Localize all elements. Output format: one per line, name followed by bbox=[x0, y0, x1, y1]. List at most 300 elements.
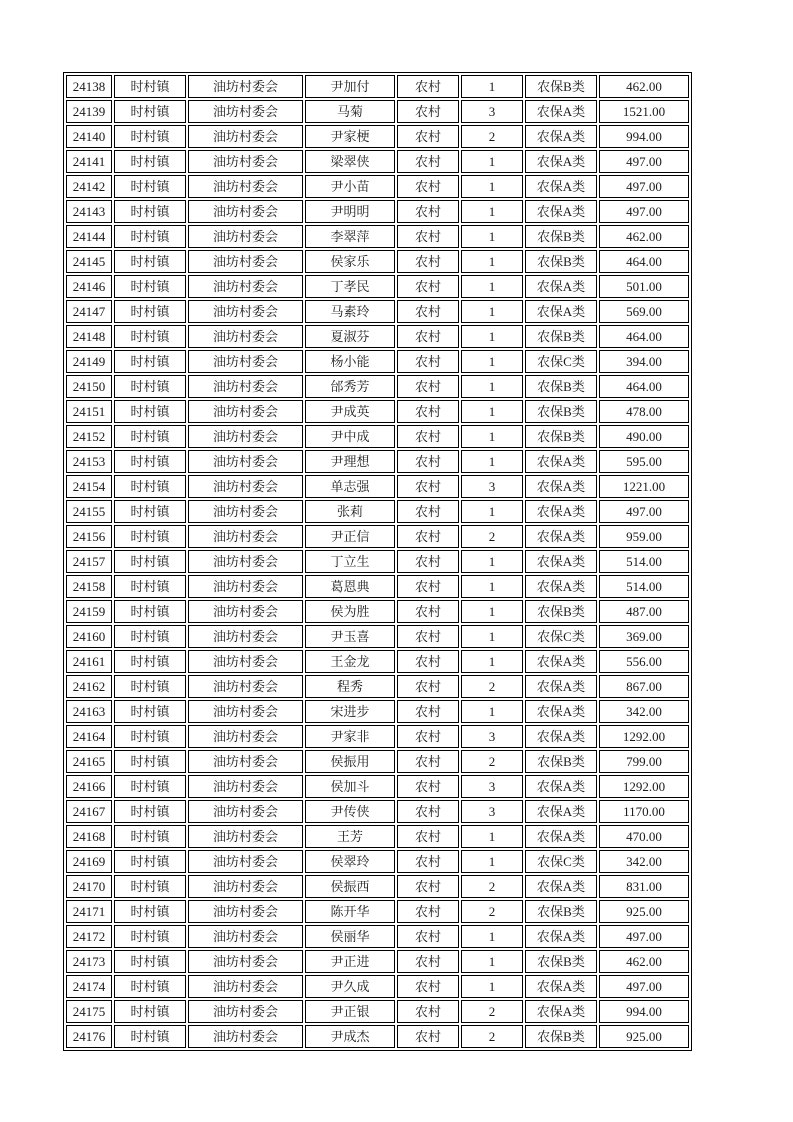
table-row bbox=[66, 400, 689, 423]
cell-insurance-class: 农保B类 bbox=[525, 1025, 597, 1048]
cell-person-count: 1 bbox=[461, 400, 523, 423]
cell-residence-type: 农村 bbox=[397, 200, 459, 223]
cell-name: 梁翠侠 bbox=[305, 150, 395, 173]
table-row bbox=[66, 700, 689, 723]
cell-town: 时村镇 bbox=[114, 875, 186, 898]
cell-serial: 24154 bbox=[66, 475, 112, 498]
cell-village: 油坊村委会 bbox=[188, 475, 303, 498]
cell-amount: 487.00 bbox=[599, 600, 689, 623]
cell-person-count: 1 bbox=[461, 225, 523, 248]
cell-town: 时村镇 bbox=[114, 750, 186, 773]
table-row bbox=[66, 725, 689, 748]
cell-amount: 514.00 bbox=[599, 575, 689, 598]
cell-village: 油坊村委会 bbox=[188, 875, 303, 898]
table-row bbox=[66, 600, 689, 623]
cell-residence-type: 农村 bbox=[397, 225, 459, 248]
cell-name: 侯振用 bbox=[305, 750, 395, 773]
cell-town: 时村镇 bbox=[114, 175, 186, 198]
cell-town: 时村镇 bbox=[114, 975, 186, 998]
cell-person-count: 1 bbox=[461, 350, 523, 373]
cell-insurance-class: 农保A类 bbox=[525, 925, 597, 948]
cell-amount: 595.00 bbox=[599, 450, 689, 473]
cell-amount: 1221.00 bbox=[599, 475, 689, 498]
cell-residence-type: 农村 bbox=[397, 350, 459, 373]
cell-insurance-class: 农保B类 bbox=[525, 250, 597, 273]
cell-person-count: 2 bbox=[461, 900, 523, 923]
cell-serial: 24149 bbox=[66, 350, 112, 373]
cell-amount: 556.00 bbox=[599, 650, 689, 673]
cell-amount: 1170.00 bbox=[599, 800, 689, 823]
cell-residence-type: 农村 bbox=[397, 950, 459, 973]
cell-insurance-class: 农保C类 bbox=[525, 625, 597, 648]
cell-serial: 24155 bbox=[66, 500, 112, 523]
cell-person-count: 3 bbox=[461, 475, 523, 498]
cell-person-count: 1 bbox=[461, 200, 523, 223]
cell-serial: 24167 bbox=[66, 800, 112, 823]
cell-amount: 394.00 bbox=[599, 350, 689, 373]
cell-town: 时村镇 bbox=[114, 125, 186, 148]
cell-name: 尹小苗 bbox=[305, 175, 395, 198]
cell-serial: 24139 bbox=[66, 100, 112, 123]
cell-name: 陈开华 bbox=[305, 900, 395, 923]
cell-village: 油坊村委会 bbox=[188, 100, 303, 123]
cell-name: 侯家乐 bbox=[305, 250, 395, 273]
cell-village: 油坊村委会 bbox=[188, 400, 303, 423]
cell-person-count: 1 bbox=[461, 300, 523, 323]
cell-insurance-class: 农保A类 bbox=[525, 475, 597, 498]
cell-town: 时村镇 bbox=[114, 475, 186, 498]
cell-residence-type: 农村 bbox=[397, 75, 459, 98]
cell-amount: 462.00 bbox=[599, 950, 689, 973]
cell-residence-type: 农村 bbox=[397, 300, 459, 323]
cell-name: 张莉 bbox=[305, 500, 395, 523]
cell-insurance-class: 农保A类 bbox=[525, 575, 597, 598]
cell-village: 油坊村委会 bbox=[188, 225, 303, 248]
cell-person-count: 1 bbox=[461, 975, 523, 998]
cell-name: 丁孝民 bbox=[305, 275, 395, 298]
cell-residence-type: 农村 bbox=[397, 425, 459, 448]
cell-amount: 462.00 bbox=[599, 225, 689, 248]
cell-name: 侯加斗 bbox=[305, 775, 395, 798]
cell-town: 时村镇 bbox=[114, 625, 186, 648]
cell-residence-type: 农村 bbox=[397, 850, 459, 873]
cell-serial: 24171 bbox=[66, 900, 112, 923]
cell-village: 油坊村委会 bbox=[188, 625, 303, 648]
cell-amount: 462.00 bbox=[599, 75, 689, 98]
cell-serial: 24172 bbox=[66, 925, 112, 948]
cell-name: 葛恩典 bbox=[305, 575, 395, 598]
cell-amount: 994.00 bbox=[599, 125, 689, 148]
cell-town: 时村镇 bbox=[114, 1025, 186, 1048]
cell-amount: 1292.00 bbox=[599, 725, 689, 748]
cell-village: 油坊村委会 bbox=[188, 500, 303, 523]
cell-residence-type: 农村 bbox=[397, 750, 459, 773]
cell-person-count: 1 bbox=[461, 925, 523, 948]
cell-residence-type: 农村 bbox=[397, 825, 459, 848]
cell-village: 油坊村委会 bbox=[188, 125, 303, 148]
cell-town: 时村镇 bbox=[114, 525, 186, 548]
table-row bbox=[66, 150, 689, 173]
cell-person-count: 1 bbox=[461, 700, 523, 723]
cell-residence-type: 农村 bbox=[397, 775, 459, 798]
cell-amount: 925.00 bbox=[599, 900, 689, 923]
table-row bbox=[66, 325, 689, 348]
cell-residence-type: 农村 bbox=[397, 375, 459, 398]
cell-town: 时村镇 bbox=[114, 950, 186, 973]
cell-name: 马素玲 bbox=[305, 300, 395, 323]
cell-serial: 24162 bbox=[66, 675, 112, 698]
cell-village: 油坊村委会 bbox=[188, 575, 303, 598]
cell-residence-type: 农村 bbox=[397, 175, 459, 198]
cell-serial: 24152 bbox=[66, 425, 112, 448]
cell-serial: 24169 bbox=[66, 850, 112, 873]
cell-village: 油坊村委会 bbox=[188, 275, 303, 298]
cell-amount: 497.00 bbox=[599, 500, 689, 523]
table-row bbox=[66, 950, 689, 973]
cell-residence-type: 农村 bbox=[397, 150, 459, 173]
cell-village: 油坊村委会 bbox=[188, 425, 303, 448]
cell-serial: 24161 bbox=[66, 650, 112, 673]
cell-residence-type: 农村 bbox=[397, 925, 459, 948]
cell-serial: 24160 bbox=[66, 625, 112, 648]
cell-village: 油坊村委会 bbox=[188, 600, 303, 623]
table-row bbox=[66, 875, 689, 898]
cell-person-count: 2 bbox=[461, 125, 523, 148]
cell-person-count: 1 bbox=[461, 625, 523, 648]
cell-amount: 464.00 bbox=[599, 250, 689, 273]
cell-serial: 24175 bbox=[66, 1000, 112, 1023]
cell-amount: 478.00 bbox=[599, 400, 689, 423]
cell-name: 马菊 bbox=[305, 100, 395, 123]
cell-insurance-class: 农保B类 bbox=[525, 400, 597, 423]
cell-town: 时村镇 bbox=[114, 375, 186, 398]
cell-village: 油坊村委会 bbox=[188, 650, 303, 673]
table-row bbox=[66, 300, 689, 323]
cell-insurance-class: 农保A类 bbox=[525, 775, 597, 798]
cell-amount: 831.00 bbox=[599, 875, 689, 898]
cell-name: 王芳 bbox=[305, 825, 395, 848]
table-row bbox=[66, 675, 689, 698]
table-row bbox=[66, 825, 689, 848]
cell-village: 油坊村委会 bbox=[188, 725, 303, 748]
cell-name: 程秀 bbox=[305, 675, 395, 698]
cell-serial: 24150 bbox=[66, 375, 112, 398]
cell-town: 时村镇 bbox=[114, 400, 186, 423]
cell-insurance-class: 农保A类 bbox=[525, 525, 597, 548]
table-row bbox=[66, 775, 689, 798]
cell-name: 尹传侠 bbox=[305, 800, 395, 823]
cell-town: 时村镇 bbox=[114, 850, 186, 873]
cell-village: 油坊村委会 bbox=[188, 1000, 303, 1023]
cell-person-count: 1 bbox=[461, 450, 523, 473]
cell-town: 时村镇 bbox=[114, 900, 186, 923]
cell-town: 时村镇 bbox=[114, 300, 186, 323]
cell-serial: 24143 bbox=[66, 200, 112, 223]
cell-serial: 24163 bbox=[66, 700, 112, 723]
cell-village: 油坊村委会 bbox=[188, 250, 303, 273]
table-row bbox=[66, 575, 689, 598]
cell-insurance-class: 农保A类 bbox=[525, 825, 597, 848]
cell-amount: 799.00 bbox=[599, 750, 689, 773]
cell-name: 王金龙 bbox=[305, 650, 395, 673]
cell-person-count: 1 bbox=[461, 500, 523, 523]
cell-amount: 497.00 bbox=[599, 925, 689, 948]
cell-name: 尹理想 bbox=[305, 450, 395, 473]
cell-person-count: 2 bbox=[461, 1000, 523, 1023]
cell-residence-type: 农村 bbox=[397, 450, 459, 473]
cell-serial: 24148 bbox=[66, 325, 112, 348]
table-row bbox=[66, 1000, 689, 1023]
cell-town: 时村镇 bbox=[114, 725, 186, 748]
cell-person-count: 2 bbox=[461, 675, 523, 698]
table-row bbox=[66, 925, 689, 948]
table-row bbox=[66, 475, 689, 498]
table-row bbox=[66, 425, 689, 448]
cell-name: 尹久成 bbox=[305, 975, 395, 998]
cell-person-count: 1 bbox=[461, 575, 523, 598]
cell-name: 尹中成 bbox=[305, 425, 395, 448]
cell-person-count: 1 bbox=[461, 850, 523, 873]
cell-name: 尹正信 bbox=[305, 525, 395, 548]
cell-name: 侯为胜 bbox=[305, 600, 395, 623]
table-row bbox=[66, 750, 689, 773]
cell-village: 油坊村委会 bbox=[188, 375, 303, 398]
cell-residence-type: 农村 bbox=[397, 475, 459, 498]
cell-insurance-class: 农保A类 bbox=[525, 875, 597, 898]
cell-insurance-class: 农保B类 bbox=[525, 75, 597, 98]
cell-amount: 514.00 bbox=[599, 550, 689, 573]
cell-insurance-class: 农保C类 bbox=[525, 350, 597, 373]
cell-amount: 490.00 bbox=[599, 425, 689, 448]
cell-village: 油坊村委会 bbox=[188, 700, 303, 723]
cell-village: 油坊村委会 bbox=[188, 925, 303, 948]
cell-village: 油坊村委会 bbox=[188, 750, 303, 773]
cell-residence-type: 农村 bbox=[397, 1000, 459, 1023]
cell-village: 油坊村委会 bbox=[188, 775, 303, 798]
cell-name: 尹明明 bbox=[305, 200, 395, 223]
cell-person-count: 2 bbox=[461, 525, 523, 548]
cell-village: 油坊村委会 bbox=[188, 325, 303, 348]
cell-name: 侯丽华 bbox=[305, 925, 395, 948]
cell-amount: 501.00 bbox=[599, 275, 689, 298]
cell-town: 时村镇 bbox=[114, 775, 186, 798]
cell-person-count: 2 bbox=[461, 750, 523, 773]
cell-insurance-class: 农保A类 bbox=[525, 550, 597, 573]
table-row bbox=[66, 175, 689, 198]
cell-village: 油坊村委会 bbox=[188, 350, 303, 373]
cell-name: 尹成英 bbox=[305, 400, 395, 423]
cell-town: 时村镇 bbox=[114, 550, 186, 573]
cell-amount: 1521.00 bbox=[599, 100, 689, 123]
cell-residence-type: 农村 bbox=[397, 725, 459, 748]
cell-serial: 24156 bbox=[66, 525, 112, 548]
cell-name: 夏淑芬 bbox=[305, 325, 395, 348]
cell-insurance-class: 农保B类 bbox=[525, 225, 597, 248]
cell-name: 丁立生 bbox=[305, 550, 395, 573]
cell-amount: 369.00 bbox=[599, 625, 689, 648]
cell-village: 油坊村委会 bbox=[188, 800, 303, 823]
cell-serial: 24142 bbox=[66, 175, 112, 198]
cell-insurance-class: 农保B类 bbox=[525, 900, 597, 923]
table-row bbox=[66, 125, 689, 148]
cell-village: 油坊村委会 bbox=[188, 550, 303, 573]
cell-village: 油坊村委会 bbox=[188, 75, 303, 98]
cell-name: 侯翠玲 bbox=[305, 850, 395, 873]
cell-insurance-class: 农保B类 bbox=[525, 325, 597, 348]
cell-residence-type: 农村 bbox=[397, 325, 459, 348]
cell-serial: 24170 bbox=[66, 875, 112, 898]
cell-village: 油坊村委会 bbox=[188, 450, 303, 473]
cell-insurance-class: 农保A类 bbox=[525, 200, 597, 223]
cell-name: 宋进步 bbox=[305, 700, 395, 723]
table-body bbox=[66, 75, 689, 1048]
cell-serial: 24145 bbox=[66, 250, 112, 273]
cell-insurance-class: 农保A类 bbox=[525, 800, 597, 823]
cell-village: 油坊村委会 bbox=[188, 200, 303, 223]
cell-amount: 497.00 bbox=[599, 975, 689, 998]
cell-serial: 24165 bbox=[66, 750, 112, 773]
cell-town: 时村镇 bbox=[114, 350, 186, 373]
cell-name: 侯振西 bbox=[305, 875, 395, 898]
table-row bbox=[66, 75, 689, 98]
cell-insurance-class: 农保A类 bbox=[525, 675, 597, 698]
cell-residence-type: 农村 bbox=[397, 500, 459, 523]
insurance-roster-table bbox=[63, 72, 692, 1051]
cell-residence-type: 农村 bbox=[397, 400, 459, 423]
cell-person-count: 1 bbox=[461, 325, 523, 348]
cell-village: 油坊村委会 bbox=[188, 525, 303, 548]
table-row bbox=[66, 625, 689, 648]
cell-serial: 24176 bbox=[66, 1025, 112, 1048]
cell-serial: 24168 bbox=[66, 825, 112, 848]
cell-town: 时村镇 bbox=[114, 1000, 186, 1023]
table-row bbox=[66, 850, 689, 873]
cell-town: 时村镇 bbox=[114, 100, 186, 123]
cell-town: 时村镇 bbox=[114, 825, 186, 848]
cell-insurance-class: 农保A类 bbox=[525, 650, 597, 673]
cell-amount: 497.00 bbox=[599, 150, 689, 173]
cell-village: 油坊村委会 bbox=[188, 975, 303, 998]
cell-town: 时村镇 bbox=[114, 700, 186, 723]
cell-insurance-class: 农保B类 bbox=[525, 600, 597, 623]
cell-name: 尹家非 bbox=[305, 725, 395, 748]
cell-amount: 497.00 bbox=[599, 175, 689, 198]
cell-person-count: 1 bbox=[461, 650, 523, 673]
cell-town: 时村镇 bbox=[114, 275, 186, 298]
cell-insurance-class: 农保B类 bbox=[525, 950, 597, 973]
cell-residence-type: 农村 bbox=[397, 675, 459, 698]
cell-amount: 569.00 bbox=[599, 300, 689, 323]
cell-person-count: 1 bbox=[461, 150, 523, 173]
cell-person-count: 3 bbox=[461, 775, 523, 798]
cell-person-count: 1 bbox=[461, 250, 523, 273]
cell-insurance-class: 农保A类 bbox=[525, 975, 597, 998]
cell-name: 尹正进 bbox=[305, 950, 395, 973]
cell-town: 时村镇 bbox=[114, 250, 186, 273]
cell-town: 时村镇 bbox=[114, 650, 186, 673]
cell-serial: 24141 bbox=[66, 150, 112, 173]
cell-village: 油坊村委会 bbox=[188, 1025, 303, 1048]
cell-name: 尹成杰 bbox=[305, 1025, 395, 1048]
cell-town: 时村镇 bbox=[114, 325, 186, 348]
cell-insurance-class: 农保A类 bbox=[525, 125, 597, 148]
cell-town: 时村镇 bbox=[114, 600, 186, 623]
table-row bbox=[66, 275, 689, 298]
cell-serial: 24159 bbox=[66, 600, 112, 623]
cell-person-count: 3 bbox=[461, 100, 523, 123]
cell-insurance-class: 农保A类 bbox=[525, 700, 597, 723]
cell-serial: 24158 bbox=[66, 575, 112, 598]
cell-town: 时村镇 bbox=[114, 675, 186, 698]
cell-person-count: 3 bbox=[461, 725, 523, 748]
cell-name: 杨小能 bbox=[305, 350, 395, 373]
cell-serial: 24166 bbox=[66, 775, 112, 798]
cell-residence-type: 农村 bbox=[397, 1025, 459, 1048]
cell-serial: 24164 bbox=[66, 725, 112, 748]
cell-residence-type: 农村 bbox=[397, 975, 459, 998]
cell-village: 油坊村委会 bbox=[188, 150, 303, 173]
cell-amount: 464.00 bbox=[599, 375, 689, 398]
cell-insurance-class: 农保A类 bbox=[525, 275, 597, 298]
cell-insurance-class: 农保A类 bbox=[525, 725, 597, 748]
table-row bbox=[66, 900, 689, 923]
cell-town: 时村镇 bbox=[114, 800, 186, 823]
cell-town: 时村镇 bbox=[114, 425, 186, 448]
table-row bbox=[66, 350, 689, 373]
cell-insurance-class: 农保A类 bbox=[525, 300, 597, 323]
cell-name: 单志强 bbox=[305, 475, 395, 498]
cell-person-count: 1 bbox=[461, 75, 523, 98]
table-row bbox=[66, 375, 689, 398]
cell-person-count: 1 bbox=[461, 275, 523, 298]
cell-name: 尹加付 bbox=[305, 75, 395, 98]
table-row bbox=[66, 225, 689, 248]
cell-residence-type: 农村 bbox=[397, 875, 459, 898]
table-row bbox=[66, 200, 689, 223]
cell-amount: 925.00 bbox=[599, 1025, 689, 1048]
cell-residence-type: 农村 bbox=[397, 700, 459, 723]
cell-residence-type: 农村 bbox=[397, 275, 459, 298]
cell-serial: 24157 bbox=[66, 550, 112, 573]
cell-name: 尹正银 bbox=[305, 1000, 395, 1023]
table-row bbox=[66, 100, 689, 123]
cell-residence-type: 农村 bbox=[397, 800, 459, 823]
cell-person-count: 1 bbox=[461, 950, 523, 973]
cell-serial: 24138 bbox=[66, 75, 112, 98]
cell-name: 李翠萍 bbox=[305, 225, 395, 248]
cell-amount: 959.00 bbox=[599, 525, 689, 548]
cell-residence-type: 农村 bbox=[397, 525, 459, 548]
table-row bbox=[66, 250, 689, 273]
cell-residence-type: 农村 bbox=[397, 125, 459, 148]
cell-residence-type: 农村 bbox=[397, 625, 459, 648]
table-row bbox=[66, 975, 689, 998]
cell-insurance-class: 农保A类 bbox=[525, 450, 597, 473]
cell-residence-type: 农村 bbox=[397, 600, 459, 623]
cell-amount: 464.00 bbox=[599, 325, 689, 348]
cell-serial: 24146 bbox=[66, 275, 112, 298]
cell-insurance-class: 农保B类 bbox=[525, 375, 597, 398]
cell-residence-type: 农村 bbox=[397, 100, 459, 123]
cell-amount: 342.00 bbox=[599, 700, 689, 723]
cell-village: 油坊村委会 bbox=[188, 175, 303, 198]
cell-person-count: 3 bbox=[461, 800, 523, 823]
cell-village: 油坊村委会 bbox=[188, 300, 303, 323]
cell-name: 尹家梗 bbox=[305, 125, 395, 148]
cell-insurance-class: 农保A类 bbox=[525, 500, 597, 523]
cell-serial: 24147 bbox=[66, 300, 112, 323]
cell-village: 油坊村委会 bbox=[188, 825, 303, 848]
